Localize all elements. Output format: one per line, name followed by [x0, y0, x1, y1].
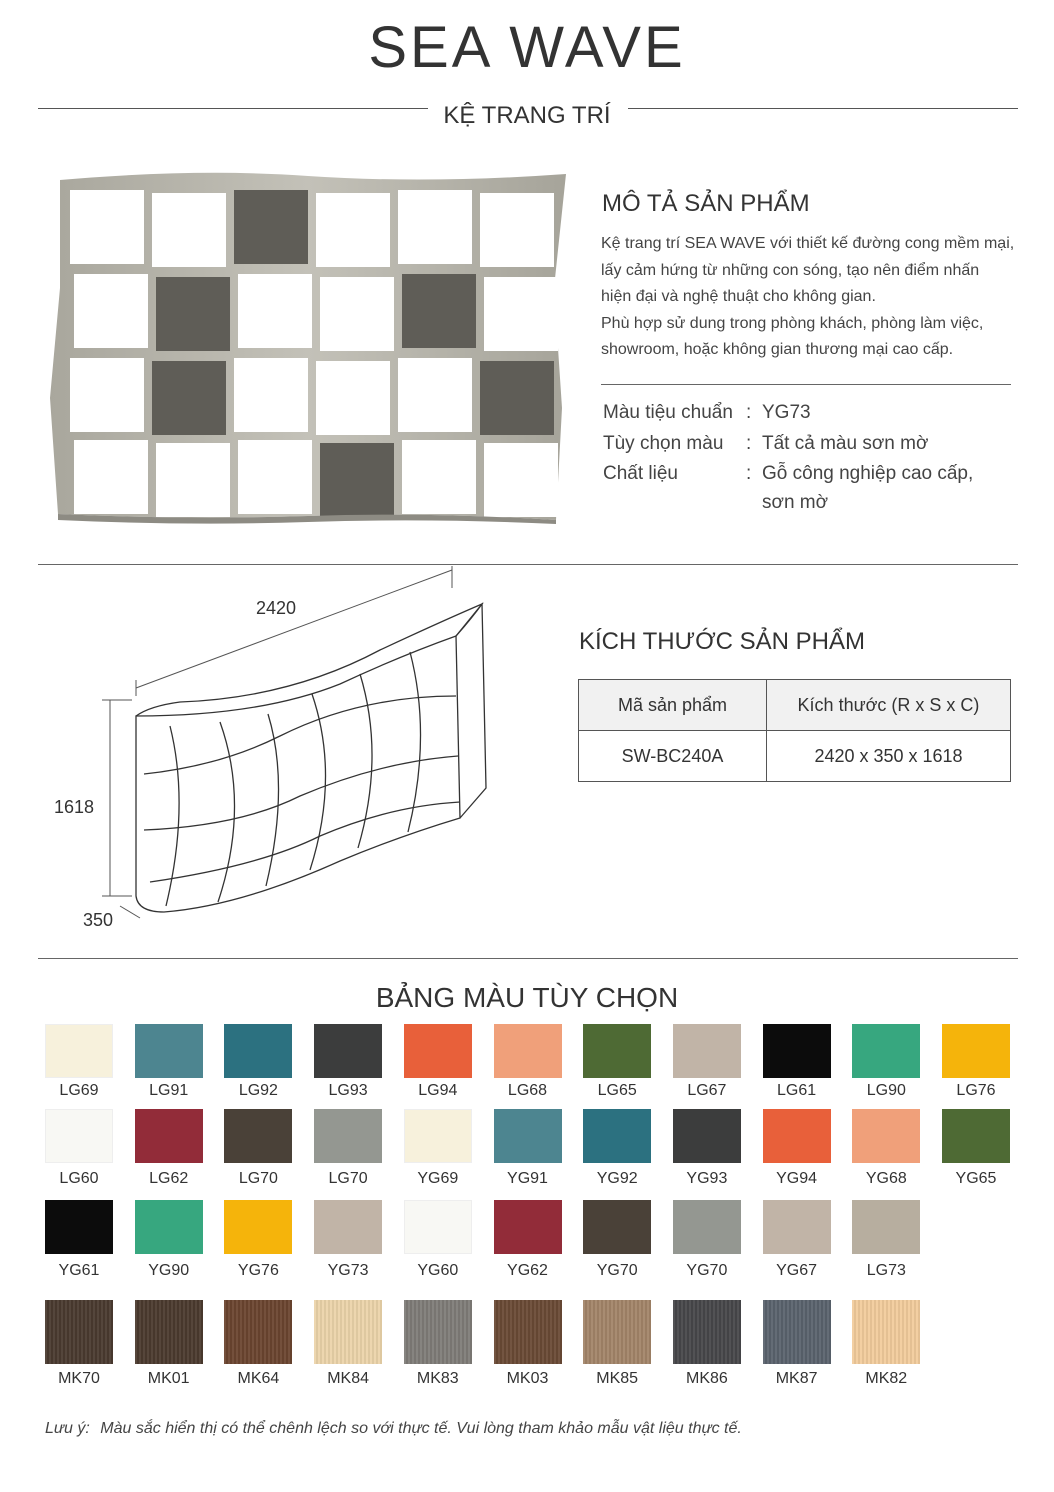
table-header-cell: Kích thước (R x S x C) [767, 680, 1011, 731]
color-swatch[interactable] [404, 1024, 472, 1078]
color-swatch[interactable] [583, 1200, 651, 1254]
shelf-cell [152, 361, 226, 435]
color-swatch[interactable] [494, 1200, 562, 1254]
shelf-cell [398, 190, 472, 264]
shelf-cell [316, 193, 390, 267]
shelf-cell [156, 277, 230, 351]
color-code-label: YG68 [865, 1170, 907, 1187]
color-code-label: YG69 [417, 1170, 459, 1187]
shelf-cell [74, 440, 148, 514]
note-label: Lưu ý: [45, 1420, 90, 1437]
color-code-label: MK83 [416, 1370, 459, 1387]
shelf-cell [402, 274, 476, 348]
shelf-cell [480, 193, 554, 267]
color-swatch[interactable] [314, 1300, 382, 1364]
description-heading: MÔ TẢ SẢN PHẨM [602, 190, 810, 217]
color-code-label: YG60 [417, 1262, 459, 1279]
shelf-cell [234, 358, 308, 432]
spec-value: sơn mờ [762, 492, 829, 513]
color-code-label: MK01 [147, 1370, 190, 1387]
shelf-cell [320, 443, 394, 517]
color-swatch[interactable] [763, 1300, 831, 1364]
color-swatch[interactable] [494, 1109, 562, 1163]
color-swatch[interactable] [852, 1109, 920, 1163]
color-code-label: LG94 [418, 1082, 458, 1099]
color-swatch[interactable] [942, 1109, 1010, 1163]
color-code-label: YG90 [148, 1262, 190, 1279]
color-swatch[interactable] [852, 1300, 920, 1364]
color-code-label: YG92 [596, 1170, 638, 1187]
shelf-render-image [48, 168, 572, 528]
color-code-label: LG60 [59, 1170, 99, 1187]
page-subtitle: KỆ TRANG TRÍ [443, 102, 611, 129]
disclaimer-note [45, 1420, 742, 1438]
color-code-label: LG67 [687, 1082, 727, 1099]
color-swatch[interactable] [673, 1109, 741, 1163]
color-swatch[interactable] [763, 1109, 831, 1163]
dimensions-heading: KÍCH THƯỚC SẢN PHẨM [579, 628, 865, 655]
color-swatch[interactable] [494, 1024, 562, 1078]
dimension-drawing [40, 566, 520, 946]
shelf-cell [70, 358, 144, 432]
color-code-label: MK03 [506, 1370, 549, 1387]
color-swatch[interactable] [494, 1300, 562, 1364]
color-swatch[interactable] [45, 1024, 113, 1078]
divider [601, 384, 1011, 385]
color-code-label: MK64 [237, 1370, 280, 1387]
color-code-label: YG91 [507, 1170, 548, 1187]
color-swatch[interactable] [404, 1200, 472, 1254]
color-code-label: LG76 [956, 1082, 996, 1099]
width-dimension-label: 2420 [255, 598, 297, 618]
color-code-label: YG65 [955, 1170, 997, 1187]
color-code-label: MK87 [775, 1370, 818, 1387]
color-code-label: MK86 [685, 1370, 728, 1387]
description-line: Phù hợp sử dung trong phòng khách, phòng làm việc, [601, 314, 984, 332]
color-code-label: LG90 [866, 1082, 906, 1099]
color-swatch[interactable] [224, 1024, 292, 1078]
color-swatch[interactable] [135, 1200, 203, 1254]
description-line: Kệ trang trí SEA WAVE với thiết kế đường cong mềm mại, [601, 235, 1015, 252]
color-swatch[interactable] [224, 1109, 292, 1163]
color-swatch[interactable] [763, 1024, 831, 1078]
page-title: SEA WAVE [368, 15, 686, 80]
table-header-cell: Mã sản phẩm [579, 680, 767, 731]
color-swatch[interactable] [314, 1200, 382, 1254]
description-line: showroom, hoặc không gian thương mại cao cấp. [601, 341, 954, 358]
description-text [601, 231, 1031, 364]
color-code-label: YG94 [776, 1170, 818, 1187]
color-swatch[interactable] [404, 1109, 472, 1163]
shelf-cell [74, 274, 148, 348]
color-code-label: LG73 [866, 1262, 906, 1279]
shelf-cell [480, 361, 554, 435]
color-code-label: LG70 [238, 1170, 278, 1187]
color-swatch[interactable] [135, 1024, 203, 1078]
color-swatch[interactable] [45, 1300, 113, 1364]
color-swatch[interactable] [852, 1200, 920, 1254]
color-swatch[interactable] [583, 1300, 651, 1364]
description-line: hiện đại và nghệ thuật cho không gian. [601, 288, 876, 305]
spec-label: Tùy chọn màu [603, 433, 724, 454]
palette-heading: BẢNG MÀU TÙY CHỌN [375, 982, 679, 1013]
color-code-label: YG93 [686, 1170, 728, 1187]
shelf-cell [484, 277, 558, 351]
color-swatch[interactable] [404, 1300, 472, 1364]
dimensions-table [578, 679, 1011, 782]
color-code-label: MK85 [596, 1370, 639, 1387]
color-code-label: MK82 [865, 1370, 908, 1387]
divider [38, 564, 1018, 565]
table-header-row [579, 680, 1011, 731]
color-code-label: YG67 [776, 1262, 818, 1279]
spec-label: Chất liệu [603, 463, 678, 484]
color-swatch[interactable] [583, 1024, 651, 1078]
color-swatch[interactable] [852, 1024, 920, 1078]
color-swatch[interactable] [45, 1200, 113, 1254]
color-code-label: YG73 [327, 1262, 369, 1279]
color-code-label: LG92 [238, 1082, 278, 1099]
shelf-cell [398, 358, 472, 432]
description-line: lấy cảm hứng từ những con sóng, tạo nên điểm nhấn [601, 261, 980, 279]
spec-label: Màu tiệu chuẩn [603, 402, 733, 423]
color-swatch[interactable] [673, 1024, 741, 1078]
color-code-label: YG70 [596, 1262, 638, 1279]
color-code-label: LG69 [59, 1082, 99, 1099]
height-dimension-label: 1618 [53, 797, 95, 817]
color-code-label: MK70 [58, 1370, 100, 1387]
color-swatch[interactable] [45, 1109, 113, 1163]
spec-separator: : [746, 433, 752, 454]
table-cell: 2420 x 350 x 1618 [767, 731, 1011, 782]
spec-separator: : [746, 463, 752, 484]
color-code-label: YG70 [686, 1262, 728, 1279]
table-cell: SW-BC240A [579, 731, 767, 782]
shelf-cell [152, 193, 226, 267]
note-text: Màu sắc hiển thị có thể chênh lệch so với thực tế. Vui lòng tham khảo mẫu vật liệu thực tế. [100, 1420, 742, 1437]
color-code-label: YG76 [237, 1262, 279, 1279]
shelf-cell [320, 277, 394, 351]
shelf-cell [234, 190, 308, 264]
color-swatch[interactable] [763, 1200, 831, 1254]
color-code-label: LG65 [597, 1082, 637, 1099]
color-swatch[interactable] [942, 1024, 1010, 1078]
shelf-cell [70, 190, 144, 264]
shelf-cell [156, 443, 230, 517]
shelf-cell [484, 443, 558, 517]
depth-dimension-label: 350 [82, 910, 114, 930]
color-code-label: LG93 [328, 1082, 368, 1099]
color-swatch[interactable] [673, 1300, 741, 1364]
spec-separator: : [746, 402, 752, 423]
color-swatch[interactable] [583, 1109, 651, 1163]
divider [38, 958, 1018, 959]
color-swatch[interactable] [135, 1300, 203, 1364]
shelf-cell [238, 274, 312, 348]
color-swatch[interactable] [314, 1024, 382, 1078]
spec-value: Tất cả màu sơn mờ [762, 433, 929, 454]
color-code-label: YG61 [58, 1262, 100, 1279]
color-swatch[interactable] [135, 1109, 203, 1163]
color-swatch[interactable] [673, 1200, 741, 1254]
color-code-label: YG62 [507, 1262, 548, 1279]
color-code-label: LG91 [149, 1082, 189, 1099]
color-code-label: LG61 [777, 1082, 817, 1099]
shelf-cell [402, 440, 476, 514]
color-swatch[interactable] [224, 1200, 292, 1254]
color-code-label: LG70 [328, 1170, 368, 1187]
spec-value: Gỗ công nghiệp cao cấp, [762, 463, 974, 484]
color-swatch[interactable] [314, 1109, 382, 1163]
color-code-label: MK84 [327, 1370, 369, 1387]
color-code-label: LG62 [149, 1170, 189, 1187]
spec-value: YG73 [762, 402, 811, 423]
shelf-cell [238, 440, 312, 514]
color-code-label: LG68 [507, 1082, 548, 1099]
color-swatch[interactable] [224, 1300, 292, 1364]
table-row [579, 731, 1011, 782]
shelf-cell [316, 361, 390, 435]
